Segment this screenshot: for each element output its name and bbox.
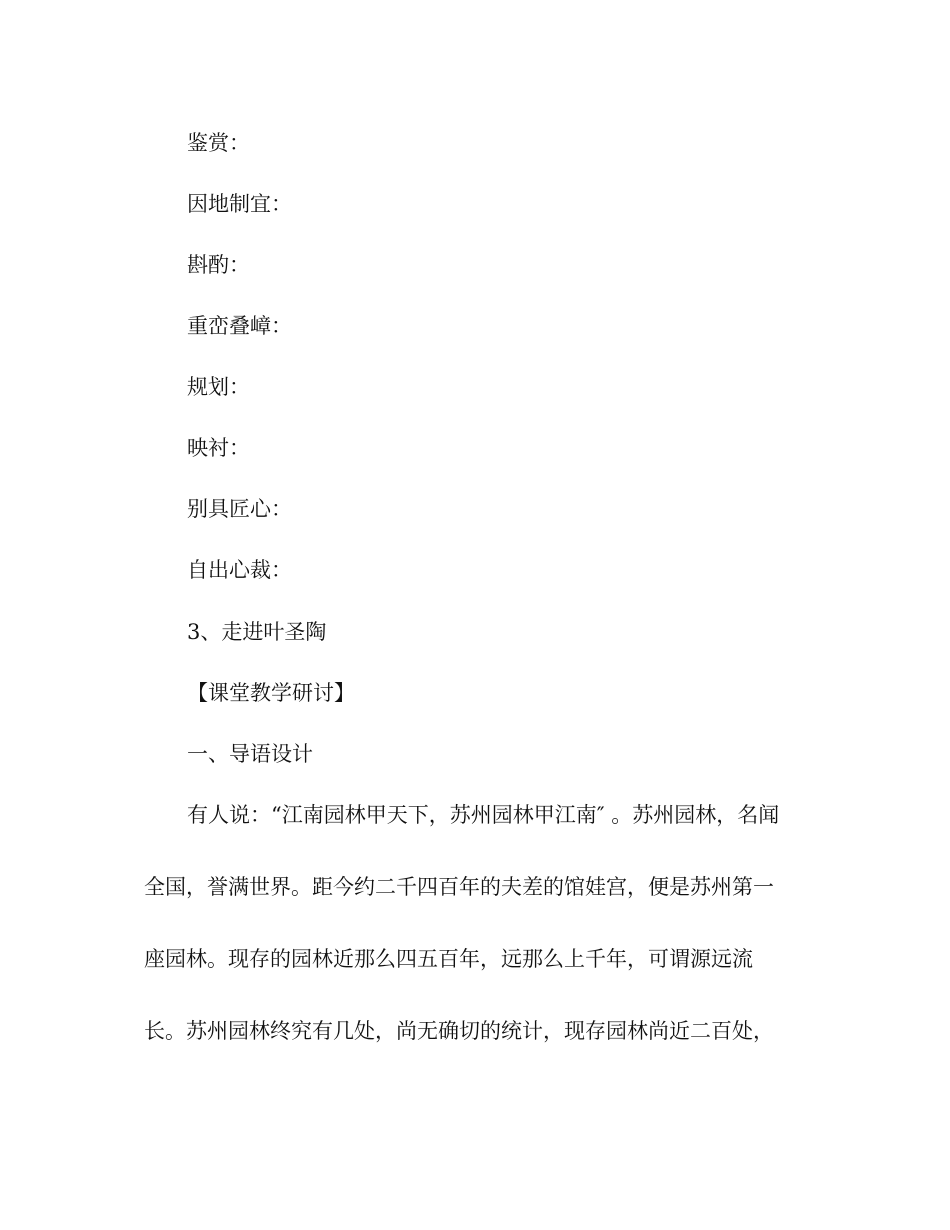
vocab-item-chongluandiezhang: 重峦叠嶂： bbox=[187, 314, 292, 338]
paragraph-line: 座园林。现存的园林近那么四五百年，远那么上千年，可谓源远流 bbox=[144, 947, 753, 971]
vocab-item-guihua: 规划： bbox=[187, 375, 250, 399]
paragraph-line: 全国，誉满世界。距今约二千四百年的夫差的馆娃宫，便是苏州第一 bbox=[144, 875, 774, 899]
vocab-item-yindizhiyi: 因地制宜： bbox=[187, 192, 292, 216]
vocab-item-zichuxincai: 自出心裁： bbox=[187, 558, 292, 582]
paragraph-line: 长。苏州园林终究有几处，尚无确切的统计，现存园林尚近二百处， bbox=[144, 1019, 774, 1043]
vocab-item-biejujiangxin: 别具匠心： bbox=[187, 497, 292, 521]
paragraph-line: 有人说：“江南园林甲天下，苏州园林甲江南″ 。苏州园林，名闻 bbox=[187, 803, 780, 827]
lesson-heading: 【课堂教学研讨】 bbox=[187, 681, 355, 705]
subheading-intro-design: 一、导语设计 bbox=[187, 742, 313, 766]
vocab-item-yingchen: 映衬： bbox=[187, 436, 250, 460]
vocab-item-zhenzhuo: 斟酌： bbox=[187, 253, 250, 277]
vocab-item-jianshang: 鉴赏： bbox=[187, 131, 250, 155]
section-heading-author: 3、走进叶圣陶 bbox=[187, 620, 327, 644]
